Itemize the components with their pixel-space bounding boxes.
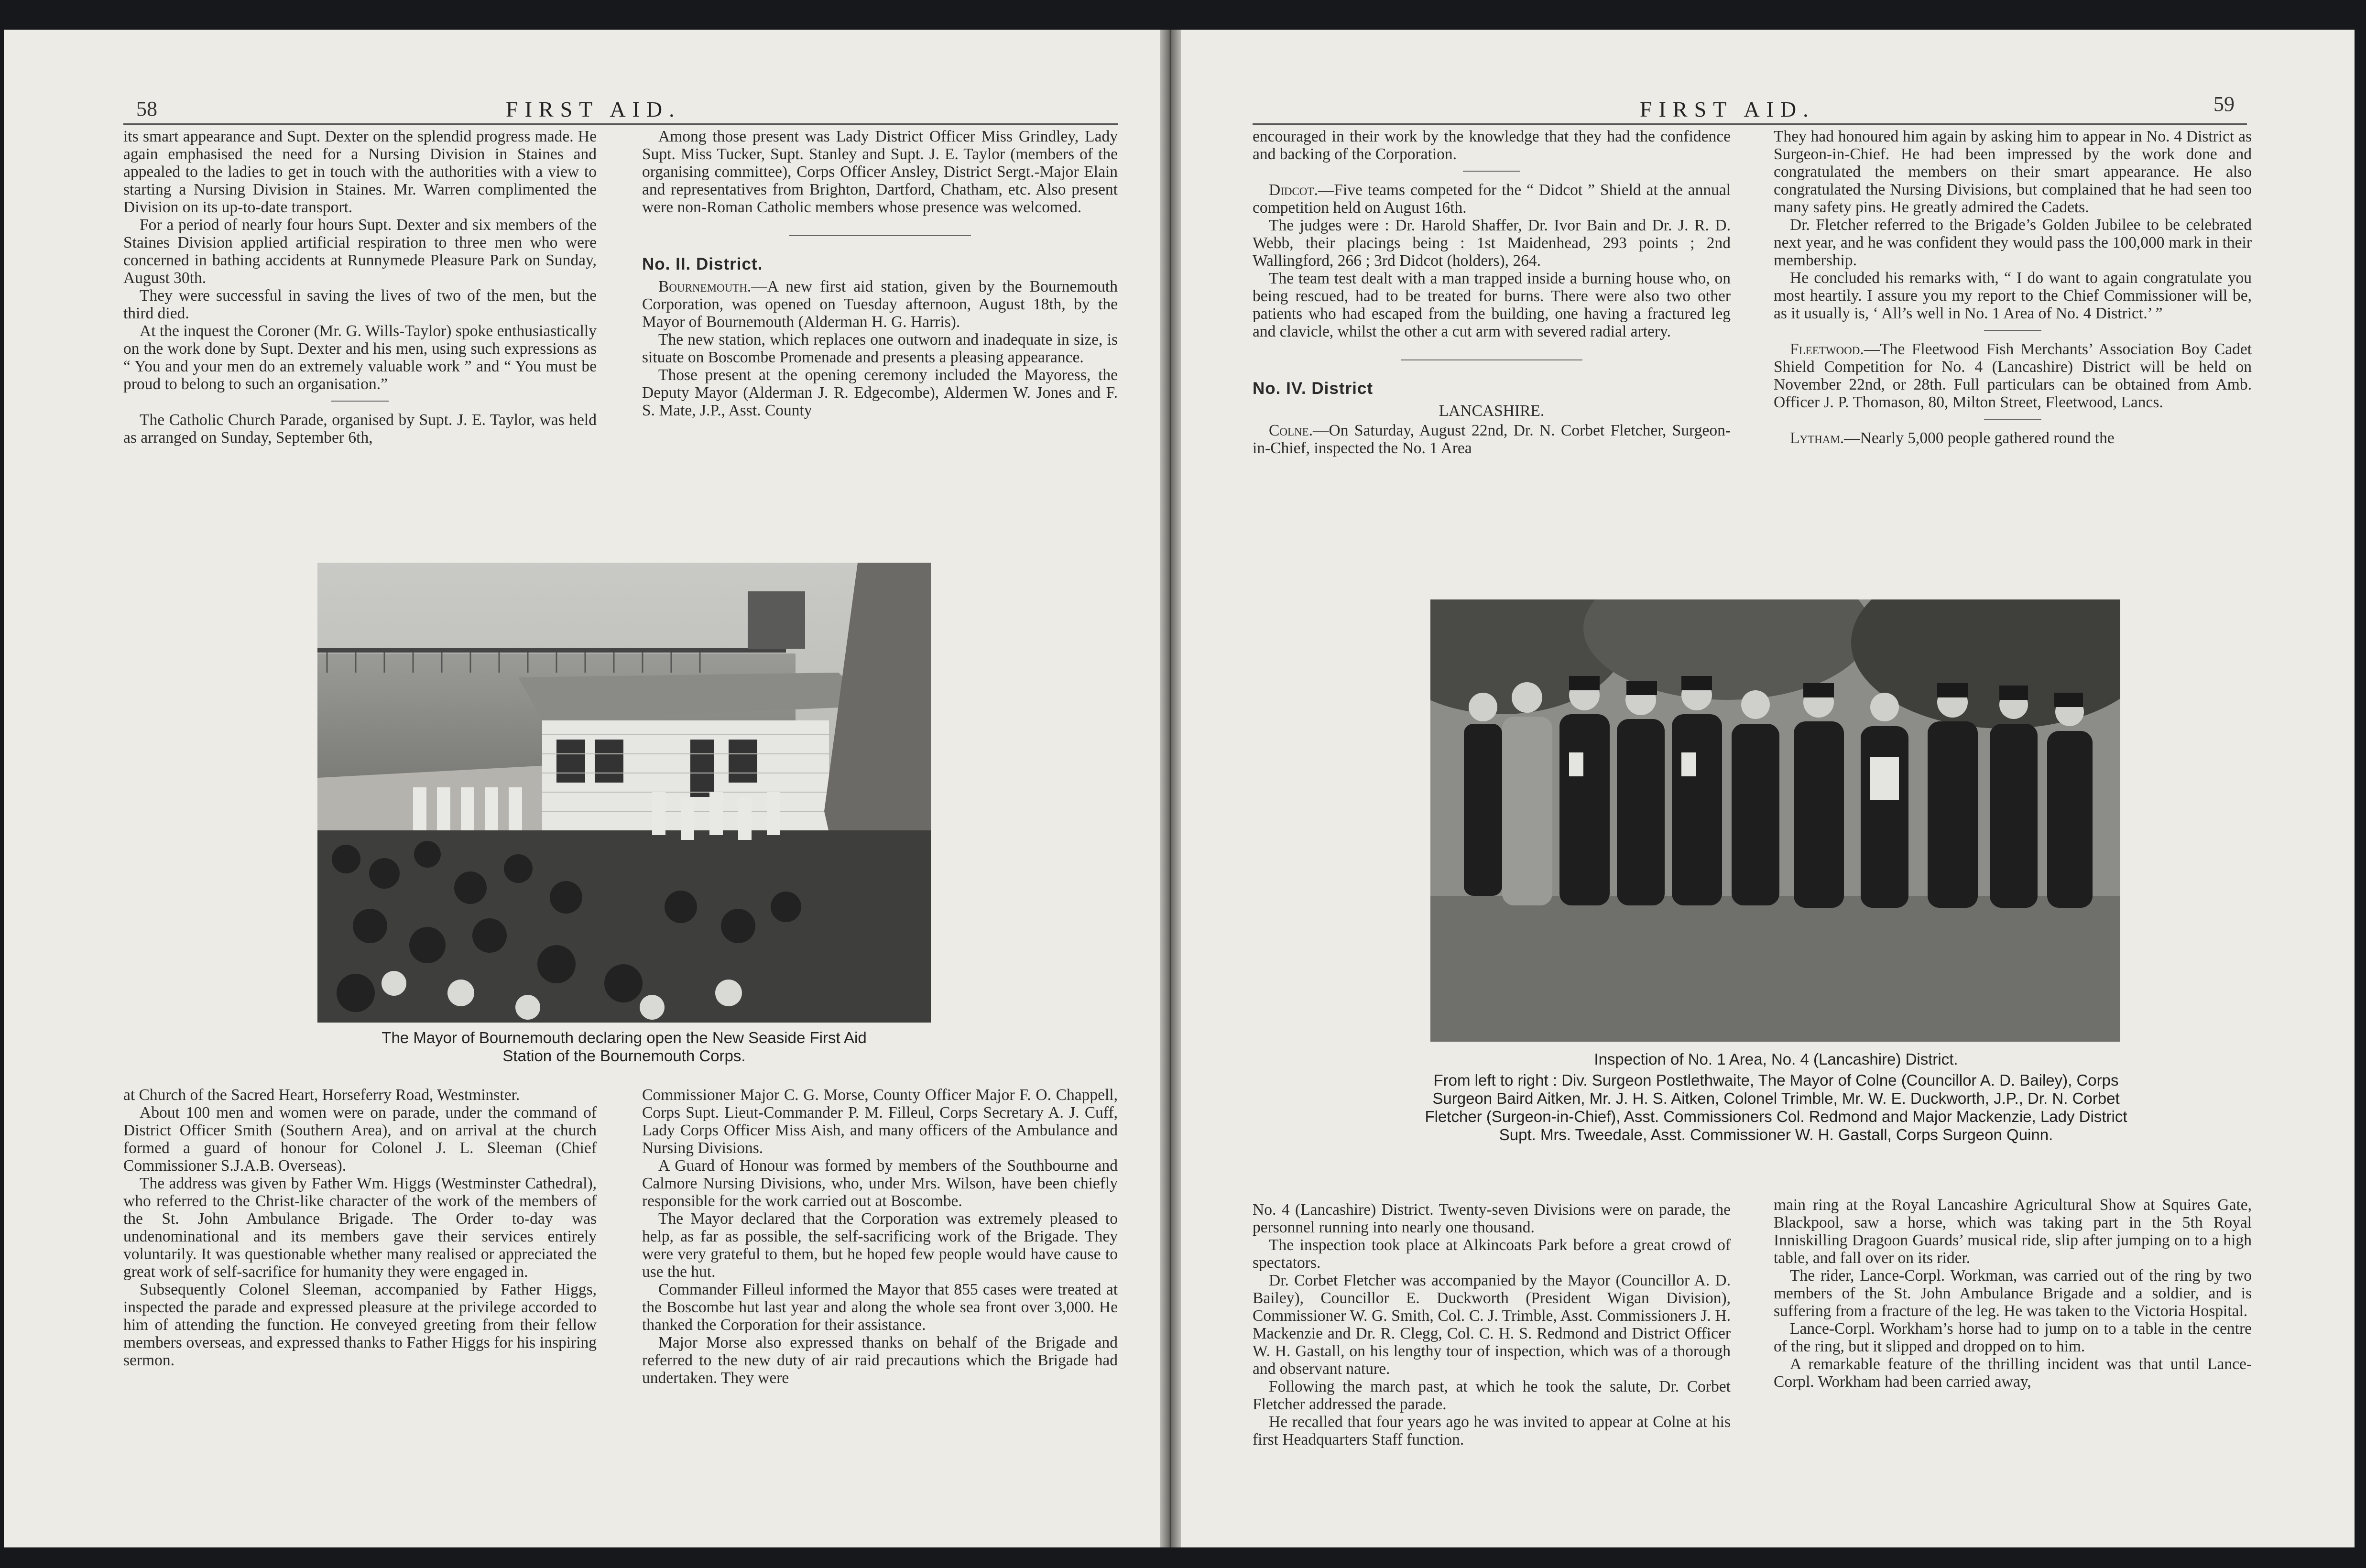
paragraph: He concluded his remarks with, “ I do want to again congratulate you most heartily. I assure you my report to the Chief Commissioner will be, as it usually is, ‘ All’s well in No. 1 Area of No. 4 District.’ ” <box>1774 269 2252 322</box>
section-heading: No. IV. District <box>1253 379 1373 398</box>
section-divider <box>1984 419 2041 420</box>
paragraph: A Guard of Honour was formed by members of the Southbourne and Calmore Nursing Divisions, who, under Mrs. Wilson, have been chiefly responsible for the work carried out at Boscombe. <box>642 1157 1118 1210</box>
paragraph-text: —Nearly 5,000 people gathered round the <box>1844 429 2115 447</box>
left-col2-top <box>642 128 1118 419</box>
paragraph: Dr. Corbet Fletcher was accompanied by the Mayor (Councillor A. D. Bailey), Councillor E. Duckworth (President Wigan Division), Commissioner W. G. Smith, Col. C. J. Trimble, Asst. Commissioners J. H. Mackenzie and Dr. R. Clegg, Col. C. H. S. Redmond and District Officer W. H. Gastall, on his lengthy tour of inspection, which was of a thorough and observant nature. <box>1253 1272 1731 1378</box>
paragraph: A remarkable feature of the thrilling incident was that until Lance-Corpl. Workham had been carried away, <box>1774 1355 2252 1391</box>
section-divider <box>331 401 389 402</box>
paragraph: Among those present was Lady District Officer Miss Grindley, Lady Supt. Miss Tucker, Supt. Stanley and Supt. J. E. Taylor (members of the organising committee), Corps Officer Ansley, District Sergt.-Major Elain and representatives from Brighton, Dartford, Chatham, etc. Also present were non-Roman Catholic members whose presence was welcomed. <box>642 128 1118 216</box>
paragraph: encouraged in their work by the knowledge that they had the confidence and backing of the Corporation. <box>1253 128 1731 163</box>
paragraph-text: —On Saturday, August 22nd, Dr. N. Corbet Fletcher, Surgeon-in-Chief, inspected the No. 1 Area <box>1253 422 1731 457</box>
place-lead: Colne. <box>1269 422 1313 439</box>
right-col2-top <box>1774 128 2252 447</box>
paragraph: The inspection took place at Alkincoats Park before a great crowd of spectators. <box>1253 1236 1731 1272</box>
paragraph: Major Morse also expressed thanks on behalf of the Brigade and referred to the new duty of air raid precautions which the Brigade had undertaken. They were <box>642 1334 1118 1387</box>
paragraph <box>1774 340 2252 411</box>
page-number: 59 <box>2213 92 2235 116</box>
photo-caption <box>1420 1050 2132 1144</box>
section-subheading: LANCASHIRE. <box>1439 402 1545 420</box>
paragraph: For a period of nearly four hours Supt. Dexter and six members of the Staines Division applied artificial respiration to three men who were concerned in bathing accidents at Runnymede Pleasure Park on Sunday, August 30th. <box>123 216 597 287</box>
place-lead: Fleetwood. <box>1790 340 1864 358</box>
photo-caption <box>291 1029 958 1065</box>
paragraph: The team test dealt with a man trapped inside a burning house who, on being rescued, had to be treated for burns. There were also two other patients who had escaped from the building, one having a fractured leg and clavicle, whilst the other a cut arm with severed radial artery. <box>1253 270 1731 340</box>
paragraph <box>1253 181 1731 217</box>
paragraph: The rider, Lance-Corpl. Workman, was carried out of the ring by two members of the St. John Ambulance Brigade and a soldier, and is suffering from a fracture of the leg. He was taken to the Victoria Hospital. <box>1774 1267 2252 1320</box>
paragraph-text: —Five teams competed for the “ Didcot ” Shield at the annual competition held on August 16th. <box>1253 181 1731 217</box>
paragraph-text: —The Fleetwood Fish Merchants’ Association Boy Cadet Shield Competition for No. 4 (Lancashire) District will be held on November 22nd, or 28th. Full particulars can be obtained from Amb. Officer J. P. Thomason, 80, Milton Street, Fleetwood, Lancs. <box>1774 340 2252 411</box>
paragraph: main ring at the Royal Lancashire Agricultural Show at Squires Gate, Blackpool, saw a horse, which was taking part in the 5th Royal Inniskilling Dragoon Guards’ musical ride, slip after jumping on to a high table, and fall over on its rider. <box>1774 1196 2252 1267</box>
place-lead: Lytham. <box>1790 429 1844 447</box>
paragraph <box>642 278 1118 331</box>
caption-title: Inspection of No. 1 Area, No. 4 (Lancashire) District. <box>1594 1050 1958 1068</box>
left-col1-bottom <box>123 1086 597 1369</box>
running-head: FIRST AID. <box>1640 97 1815 121</box>
left-col2-bottom <box>642 1086 1118 1387</box>
paragraph: At the inquest the Coroner (Mr. G. Wills-Taylor) spoke enthusiastically on the work done by Supt. Dexter and his men, using such expressions as “ You and your men do an extremely valuable work ” and “ You must be proud to belong to such an organisation.” <box>123 322 597 393</box>
place-lead: Bournemouth. <box>658 278 752 295</box>
header-rule <box>123 123 1118 125</box>
paragraph-text: —A new first aid station, given by the Bournemouth Corporation, was opened on Tuesday afternoon, August 18th, by the Mayor of Bournemouth (Alderman H. G. Harris). <box>642 278 1118 331</box>
book-gutter <box>1160 30 1181 1547</box>
paragraph: its smart appearance and Supt. Dexter on the splendid progress made. He again emphasised the need for a Nursing Division in Staines and appealed to the ladies to get in touch with the authorities with a view to starting a Nursing Division in Staines. Mr. Warren complimented the Division on its up-to-date transport. <box>123 128 597 216</box>
paragraph: Commissioner Major C. G. Morse, County Officer Major F. O. Chappell, Corps Supt. Lieut-Commander P. M. Filleul, Corps Secretary A. J. Cuff, Lady Corps Officer Miss Aish, and many officers of the Ambulance and Nursing Divisions. <box>642 1086 1118 1157</box>
caption-body: From left to right : Div. Surgeon Postlethwaite, The Mayor of Colne (Councillor A. D. Bailey), Corps Surgeon Baird Aitken, Mr. J. H. S. Aitken, Colonel Trimble, Mr. W. E. Duckworth, J.P., Dr. N. Corbet Fletcher (Surgeon-in-Chief), Asst. Commissioners Col. Redmond and Major Mackenzie, Lady District Supt. Mrs. Tweedale, Asst. Commissioner W. H. Gastall, Corps Surgeon Quinn. <box>1425 1071 2127 1143</box>
section-divider <box>1463 171 1520 172</box>
paragraph <box>1774 429 2252 447</box>
paragraph: at Church of the Sacred Heart, Horseferry Road, Westminster. <box>123 1086 520 1104</box>
left-page <box>4 30 1160 1547</box>
section-heading: No. II. District. <box>642 255 763 273</box>
paragraph: Those present at the opening ceremony included the Mayoress, the Deputy Mayor (Alderman J. R. Edgecombe), Aldermen W. Jones and F. S. Mate, J.P., Asst. County <box>642 366 1118 419</box>
section-divider <box>789 235 971 236</box>
paragraph: The Mayor declared that the Corporation was extremely pleased to help, as far as possible, the self-sacrificing work of the Brigade. They were very grateful to them, but he hoped few people would have cause to use the hut. <box>642 1210 1118 1281</box>
running-head: FIRST AID. <box>506 97 681 121</box>
left-col1-top <box>123 128 597 446</box>
paragraph: Subsequently Colonel Sleeman, accompanied by Father Higgs, inspected the parade and expressed pleasure at the privilege accorded to him of attending the function. He conveyed greeting from their fellow members overseas, and expressed thanks to Father Higgs for his inspiring sermon. <box>123 1281 597 1369</box>
right-col2-bottom <box>1774 1196 2252 1391</box>
caption-line: Station of the Bournemouth Corps. <box>502 1047 746 1065</box>
paragraph: They had honoured him again by asking him to appear in No. 4 District as Surgeon-in-Chief. He had been impressed by the work done and congratulated the members on their smart appearance. He also congratulated the Nursing Divisions, but complained that he had seen too many safety pins. He greatly admired the Cadets. <box>1774 128 2252 216</box>
paragraph: Commander Filleul informed the Mayor that 855 cases were treated at the Boscombe hut last year and along the whole sea front over 3,000. He thanked the Corporation for their assistance. <box>642 1281 1118 1334</box>
header-rule <box>1253 123 2247 125</box>
photo-illustration <box>1430 599 2120 1042</box>
paragraph: Lance-Corpl. Workham’s horse had to jump on to a table in the centre of the ring, but it slipped and dropped on to him. <box>1774 1320 2252 1355</box>
paragraph: They were successful in saving the lives of two of the men, but the third died. <box>123 287 597 322</box>
paragraph <box>1253 422 1731 457</box>
right-col1-top <box>1253 128 1731 457</box>
section-divider <box>1984 330 2041 331</box>
place-lead: Didcot. <box>1269 181 1318 199</box>
right-page <box>1181 30 2355 1547</box>
paragraph: Dr. Fletcher referred to the Brigade’s Golden Jubilee to be celebrated next year, and he was confident they would pass the 100,000 mark in their membership. <box>1774 216 2252 269</box>
paragraph: Following the march past, at which he took the salute, Dr. Corbet Fletcher addressed the parade. <box>1253 1378 1731 1413</box>
paragraph: The address was given by Father Wm. Higgs (Westminster Cathedral), who referred to the Christ-like character of the work of the members of the St. John Ambulance Brigade. The Order to-day was undenominational and its members gave their services entirely voluntarily. It was questionable whether many realised or appreciated the great work of self-sacrifice for humanity they were engaged in. <box>123 1175 597 1281</box>
bournemouth-photo <box>317 563 931 1023</box>
right-col1-bottom <box>1253 1201 1731 1448</box>
paragraph: The new station, which replaces one outworn and inadequate in size, is situate on Boscombe Promenade and presents a pleasing appearance. <box>642 331 1118 366</box>
paragraph: No. 4 (Lancashire) District. Twenty-seven Divisions were on parade, the personnel running into nearly one thousand. <box>1253 1201 1731 1236</box>
inspection-photo <box>1430 599 2120 1042</box>
paragraph: About 100 men and women were on parade, under the command of District Officer Smith (Southern Area), and on arrival at the church formed a guard of honour for Colonel J. L. Sleeman (Chief Commissioner S.J.A.B. Overseas). <box>123 1104 597 1175</box>
caption-line: The Mayor of Bournemouth declaring open the New Seaside First Aid <box>382 1029 867 1046</box>
paragraph: He recalled that four years ago he was invited to appear at Colne at his first Headquarters Staff function. <box>1253 1413 1731 1448</box>
section-divider <box>1401 359 1582 360</box>
page-number: 58 <box>136 97 157 120</box>
paragraph: The judges were : Dr. Harold Shaffer, Dr. Ivor Bain and Dr. J. R. D. Webb, their placings being : 1st Maidenhead, 293 points ; 2nd Wallingford, 266 ; 3rd Didcot (holders), 264. <box>1253 217 1731 270</box>
photo-illustration <box>317 563 931 1023</box>
paragraph: The Catholic Church Parade, organised by Supt. J. E. Taylor, was held as arranged on Sunday, September 6th, <box>123 411 597 446</box>
